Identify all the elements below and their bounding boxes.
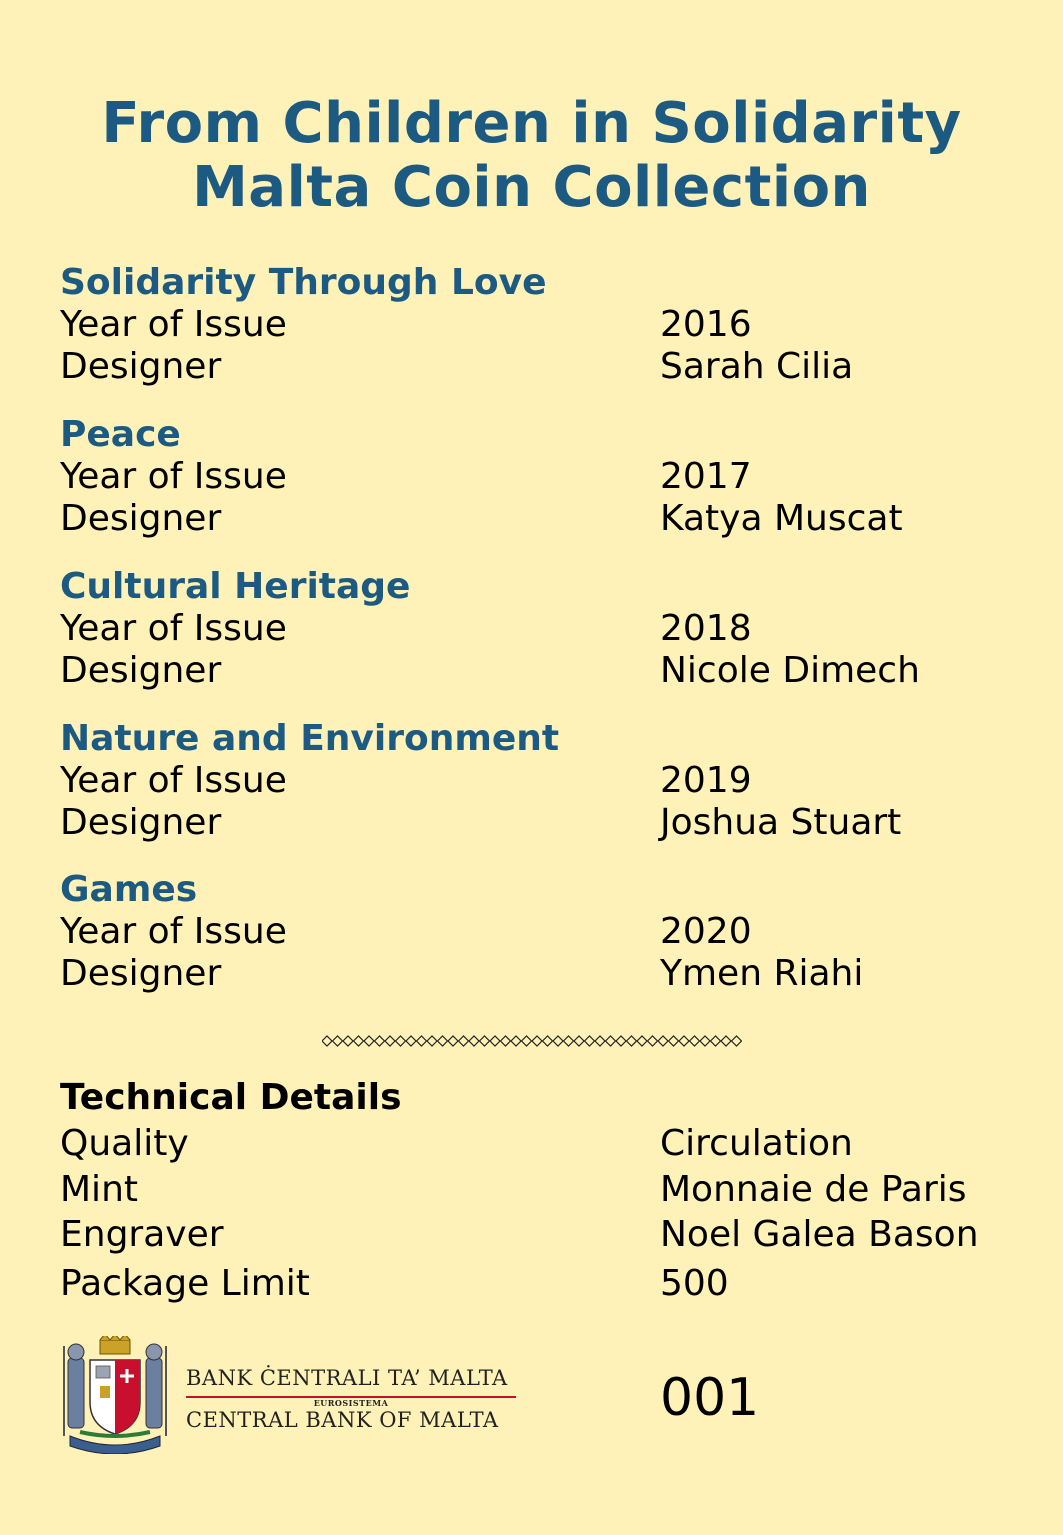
tech-label: Mint <box>60 1169 138 1210</box>
divider-diamond <box>721 1036 731 1046</box>
divider-diamond <box>553 1036 563 1046</box>
bank-crest-icon <box>60 1336 170 1454</box>
tech-value: Monnaie de Paris <box>660 1169 967 1210</box>
designer-row <box>60 802 1020 844</box>
divider-diamond <box>511 1036 521 1046</box>
designer-value: Ymen Riahi <box>660 953 864 994</box>
designer-row <box>60 346 1020 388</box>
designer-label: Designer <box>60 802 222 843</box>
divider-diamond <box>574 1036 584 1046</box>
divider-diamond <box>690 1036 700 1046</box>
divider-diamond <box>333 1036 343 1046</box>
coin-section-1 <box>60 262 1020 388</box>
title-line-2: Malta Coin Collection <box>192 155 871 220</box>
divider-diamond <box>406 1036 416 1046</box>
coin-name: Solidarity Through Love <box>60 262 547 303</box>
year-value: 2018 <box>660 608 752 649</box>
year-row <box>60 456 1020 498</box>
divider-diamond <box>532 1036 542 1046</box>
divider-diamond <box>564 1036 574 1046</box>
divider-diamond <box>627 1036 637 1046</box>
divider-diamond <box>396 1036 406 1046</box>
year-label: Year of Issue <box>60 760 287 801</box>
year-label: Year of Issue <box>60 608 287 649</box>
divider-diamond <box>679 1036 689 1046</box>
divider-diamond <box>343 1036 353 1046</box>
divider-diamond <box>543 1036 553 1046</box>
tech-value: Circulation <box>660 1123 853 1164</box>
year-label: Year of Issue <box>60 911 287 952</box>
designer-label: Designer <box>60 346 222 387</box>
divider-diamond <box>595 1036 605 1046</box>
divider-diamond <box>438 1036 448 1046</box>
divider-diamond <box>669 1036 679 1046</box>
designer-label: Designer <box>60 953 222 994</box>
divider-diamond <box>606 1036 616 1046</box>
divider-diamond <box>616 1036 626 1046</box>
diamond-divider <box>322 1034 742 1048</box>
divider-diamond <box>469 1036 479 1046</box>
year-row <box>60 911 1020 953</box>
divider-diamond <box>490 1036 500 1046</box>
tech-label: Engraver <box>60 1214 224 1255</box>
divider-diamond <box>732 1036 742 1046</box>
tech-row-mint <box>60 1168 1020 1212</box>
divider-diamond <box>648 1036 658 1046</box>
serial-number: 001 <box>660 1368 760 1428</box>
divider-diamond <box>417 1036 427 1046</box>
year-value: 2017 <box>660 456 752 497</box>
divider-diamond <box>658 1036 668 1046</box>
year-row <box>60 608 1020 650</box>
coin-section-4 <box>60 718 1020 844</box>
divider-diamond <box>711 1036 721 1046</box>
divider-diamond <box>522 1036 532 1046</box>
year-row <box>60 304 1020 346</box>
divider-diamond <box>448 1036 458 1046</box>
year-value: 2020 <box>660 911 752 952</box>
divider-diamond <box>459 1036 469 1046</box>
bank-name-maltese: BANK ĊENTRALI TA’ MALTA <box>186 1366 508 1390</box>
tech-row-engraver <box>60 1213 1020 1257</box>
tech-value: 500 <box>660 1263 729 1304</box>
designer-row <box>60 498 1020 540</box>
designer-label: Designer <box>60 498 222 539</box>
coin-name: Cultural Heritage <box>60 566 411 607</box>
designer-value: Nicole Dimech <box>660 650 920 691</box>
designer-row <box>60 953 1020 995</box>
divider-diamond <box>637 1036 647 1046</box>
divider-diamond <box>427 1036 437 1046</box>
designer-label: Designer <box>60 650 222 691</box>
year-label: Year of Issue <box>60 304 287 345</box>
year-value: 2019 <box>660 760 752 801</box>
coin-section-3 <box>60 566 1020 692</box>
divider-diamond <box>700 1036 710 1046</box>
divider-diamond <box>375 1036 385 1046</box>
technical-details-heading: Technical Details <box>60 1077 402 1118</box>
bank-name-english: CENTRAL BANK OF MALTA <box>186 1408 499 1432</box>
coin-section-2 <box>60 414 1020 540</box>
title-line-1: From Children in Solidarity <box>101 91 962 156</box>
coin-name: Peace <box>60 414 181 455</box>
coin-name: Games <box>60 869 198 910</box>
year-label: Year of Issue <box>60 456 287 497</box>
eurosystem-label <box>186 1398 516 1408</box>
divider-diamond <box>501 1036 511 1046</box>
page-title <box>0 92 1063 220</box>
tech-value: Noel Galea Bason <box>660 1214 979 1255</box>
tech-row-package-limit <box>60 1262 1020 1306</box>
coin-section-5 <box>60 869 1020 995</box>
divider-diamond <box>480 1036 490 1046</box>
coin-name: Nature and Environment <box>60 718 560 759</box>
tech-row-quality <box>60 1122 1020 1166</box>
tech-label: Quality <box>60 1123 189 1164</box>
designer-row <box>60 650 1020 692</box>
designer-value: Sarah Cilia <box>660 346 854 387</box>
tech-label: Package Limit <box>60 1263 310 1304</box>
year-row <box>60 760 1020 802</box>
eurosystem-text: EUROSISTEMA <box>310 1398 393 1408</box>
year-value: 2016 <box>660 304 752 345</box>
central-bank-logo <box>60 1336 530 1456</box>
divider-diamond <box>354 1036 364 1046</box>
divider-diamond <box>385 1036 395 1046</box>
designer-value: Joshua Stuart <box>660 802 902 843</box>
designer-value: Katya Muscat <box>660 498 903 539</box>
divider-diamond <box>364 1036 374 1046</box>
divider-diamond <box>585 1036 595 1046</box>
divider-diamond <box>322 1036 332 1046</box>
